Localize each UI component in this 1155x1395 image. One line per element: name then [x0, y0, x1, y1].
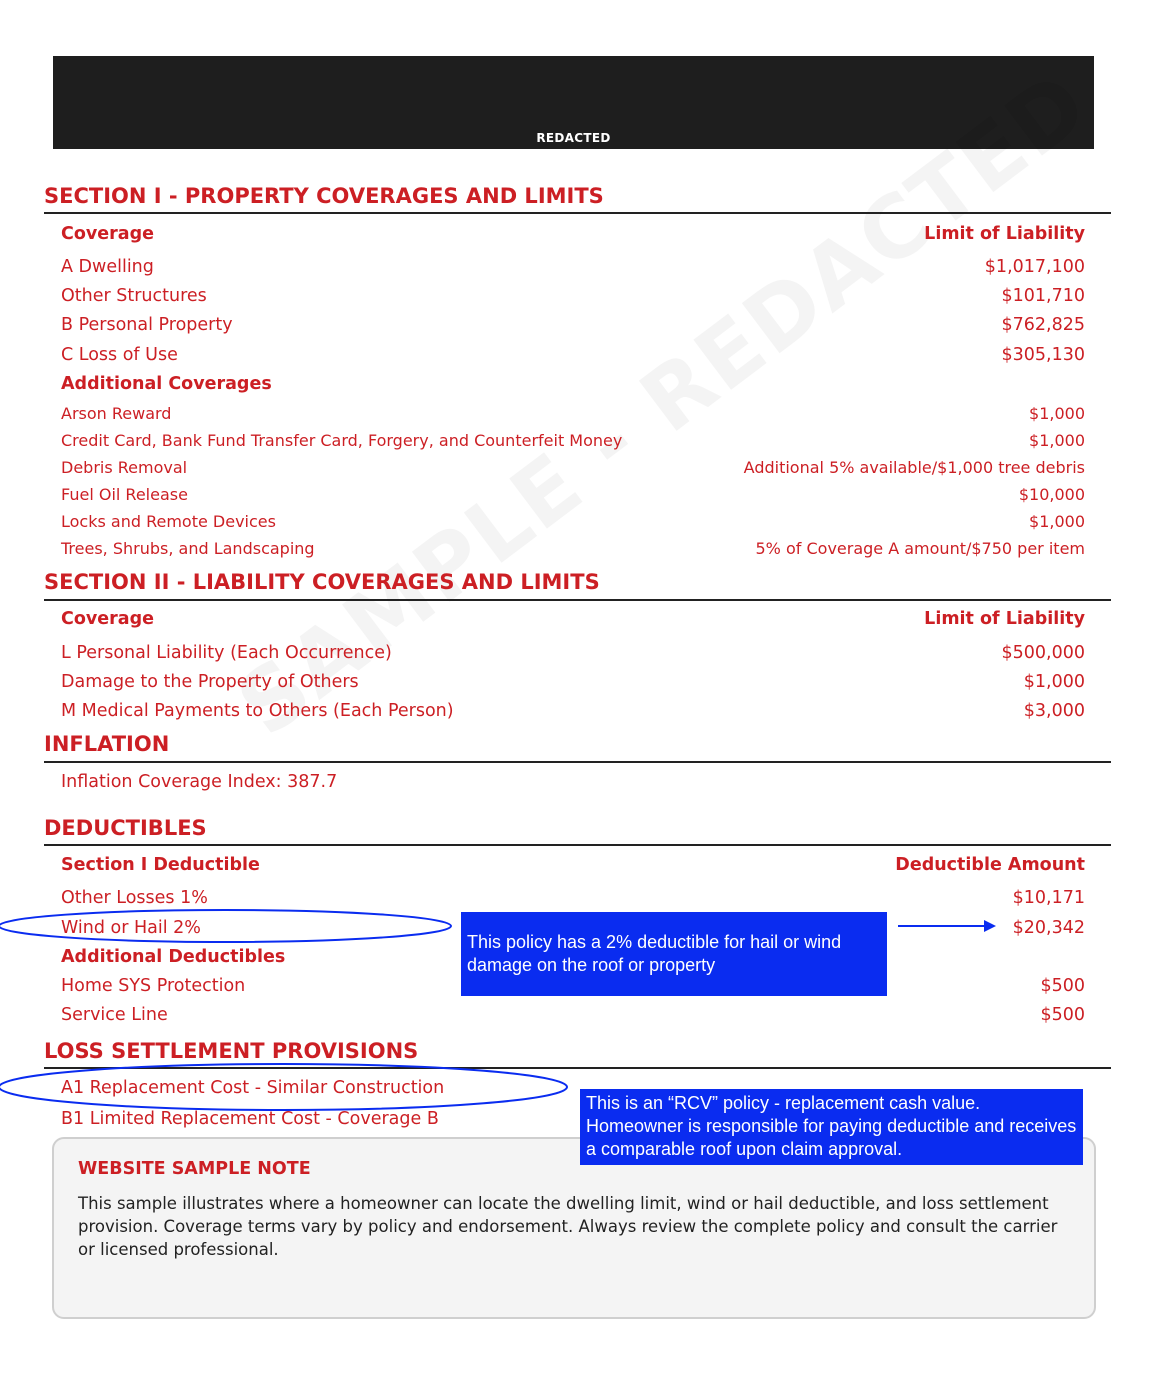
rcv-callout: This is an “RCV” policy - replacement cash value. Homeowner is responsible for paying deductible and receives a comparable roof upon claim approval.	[580, 1089, 1083, 1165]
coverage-row-label: B Personal Property	[61, 315, 233, 335]
additional-deductible-label: Service Line	[61, 1005, 168, 1025]
section1-col-coverage: Coverage	[61, 224, 154, 244]
additional-deductible-label: Home SYS Protection	[61, 976, 246, 996]
additional-coverage-value: $1,000	[1029, 404, 1085, 423]
coverage-row-label: A Dwelling	[61, 257, 154, 277]
deductibles-col-section: Section I Deductible	[61, 855, 260, 875]
coverage-row-label: Other Structures	[61, 286, 207, 306]
arrow-head-icon	[984, 920, 996, 932]
liability-row-label: Damage to the Property of Others	[61, 672, 359, 692]
additional-deductibles-heading: Additional Deductibles	[61, 947, 286, 967]
liability-row-label: M Medical Payments to Others (Each Person)	[61, 701, 454, 721]
wind-hail-deductible-value: $20,342	[1012, 918, 1085, 938]
coverage-row-value: $1,017,100	[984, 257, 1085, 277]
additional-coverage-value: Additional 5% available/$1,000 tree debris	[743, 458, 1085, 477]
additional-coverage-label: Debris Removal	[61, 458, 188, 477]
section1-col-limit: Limit of Liability	[924, 224, 1085, 244]
section2-col-limit: Limit of Liability	[924, 609, 1085, 629]
inflation-index: Inflation Coverage Index: 387.7	[61, 772, 338, 792]
additional-deductible-value: $500	[1040, 976, 1085, 996]
coverage-row-label: C Loss of Use	[61, 345, 178, 365]
additional-coverage-value: $10,000	[1018, 485, 1085, 504]
section1-title: SECTION I - PROPERTY COVERAGES AND LIMITS	[44, 184, 604, 208]
deductible-row-label: Other Losses 1%	[61, 888, 208, 908]
deductibles-col-amount: Deductible Amount	[895, 855, 1085, 875]
banner-label: REDACTED	[536, 131, 611, 145]
liability-row-value: $1,000	[1023, 672, 1085, 692]
section2-col-coverage: Coverage	[61, 609, 154, 629]
additional-coverage-value: 5% of Coverage A amount/$750 per item	[755, 539, 1085, 558]
wind-hail-deductible-label: Wind or Hail 2%	[61, 918, 201, 938]
wind-hail-highlight-ellipse	[0, 910, 451, 942]
coverage-row-value: $762,825	[1001, 315, 1085, 335]
loss-settlement-a1: A1 Replacement Cost - Similar Construction	[61, 1078, 445, 1098]
deductible-row-value: $10,171	[1012, 888, 1085, 908]
inflation-title: INFLATION	[44, 732, 170, 756]
additional-deductible-value: $500	[1040, 1005, 1085, 1025]
note-title: WEBSITE SAMPLE NOTE	[78, 1159, 311, 1179]
coverage-row-value: $101,710	[1001, 286, 1085, 306]
additional-coverages-heading: Additional Coverages	[61, 374, 272, 394]
coverage-row-value: $305,130	[1001, 345, 1085, 365]
additional-coverage-label: Arson Reward	[61, 404, 172, 423]
additional-coverage-label: Fuel Oil Release	[61, 485, 188, 504]
replacement-cost-highlight-ellipse	[0, 1064, 567, 1110]
section2-title: SECTION II - LIABILITY COVERAGES AND LIMITS	[44, 570, 600, 594]
deductible-callout: This policy has a 2% deductible for hail or wind damage on the roof or property	[461, 912, 887, 996]
additional-coverage-label: Credit Card, Bank Fund Transfer Card, Forgery, and Counterfeit Money	[61, 431, 623, 450]
liability-row-label: L Personal Liability (Each Occurrence)	[61, 643, 392, 663]
additional-coverage-value: $1,000	[1029, 431, 1085, 450]
additional-coverage-label: Trees, Shrubs, and Landscaping	[61, 539, 315, 558]
liability-row-value: $500,000	[1001, 643, 1085, 663]
liability-row-value: $3,000	[1023, 701, 1085, 721]
additional-coverage-value: $1,000	[1029, 512, 1085, 531]
loss-settlement-b1: B1 Limited Replacement Cost - Coverage B	[61, 1109, 439, 1129]
deductibles-title: DEDUCTIBLES	[44, 816, 207, 840]
loss-settlement-title: LOSS SETTLEMENT PROVISIONS	[44, 1039, 419, 1063]
additional-coverage-label: Locks and Remote Devices	[61, 512, 276, 531]
note-body: This sample illustrates where a homeowner can locate the dwelling limit, wind or hail deductible, and loss settlement provision. Coverage terms vary by policy and endorsement. Always review the complete policy and consult the carrier or licensed professional.	[78, 1194, 1058, 1259]
